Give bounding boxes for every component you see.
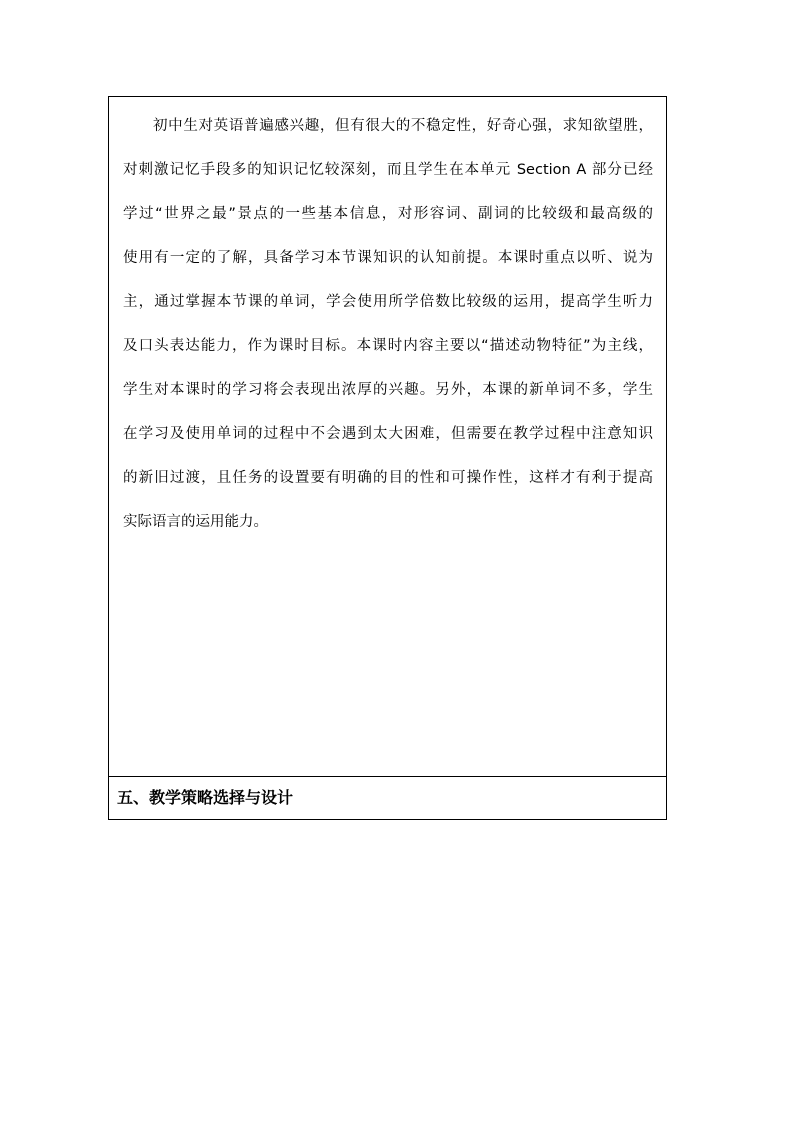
learner-analysis-cell bbox=[109, 97, 666, 777]
paragraph-line-5: 主，通过掌握本节课的单词，学会使用所学倍数比较级的运用，提高学生听力 bbox=[123, 294, 653, 310]
paragraph-line-8: 在学习及使用单词的过程中不会遇到太大困难，但需要在教学过程中注意知识 bbox=[123, 426, 653, 442]
section-five-cell bbox=[109, 778, 666, 819]
paragraph-line-2: 对刺激记忆手段多的知识记忆较深刻，而且学生在本单元 Section A 部分已经 bbox=[123, 162, 653, 178]
paragraph-line-3: 学过“世界之最”景点的一些基本信息，对形容词、副词的比较级和最高级的 bbox=[123, 206, 653, 222]
document-table bbox=[108, 96, 667, 820]
paragraph-line-7: 学生对本课时的学习将会表现出浓厚的兴趣。另外，本课的新单词不多，学生 bbox=[123, 382, 653, 398]
paragraph-line-6: 及口头表达能力，作为课时目标。本课时内容主要以“描述动物特征”为主线， bbox=[123, 338, 653, 354]
paragraph-line-1: 初中生对英语普遍感兴趣，但有很大的不稳定性，好奇心强，求知欲望胜， bbox=[153, 118, 653, 134]
paragraph-line-10: 实际语言的运用能力。 bbox=[123, 514, 268, 530]
section-five-heading: 五、教学策略选择与设计 bbox=[117, 788, 294, 807]
paragraph-line-9: 的新旧过渡，且任务的设置要有明确的目的性和可操作性，这样才有利于提高 bbox=[123, 470, 653, 486]
paragraph-line-4: 使用有一定的了解，具备学习本节课知识的认知前提。本课时重点以听、说为 bbox=[123, 250, 653, 266]
